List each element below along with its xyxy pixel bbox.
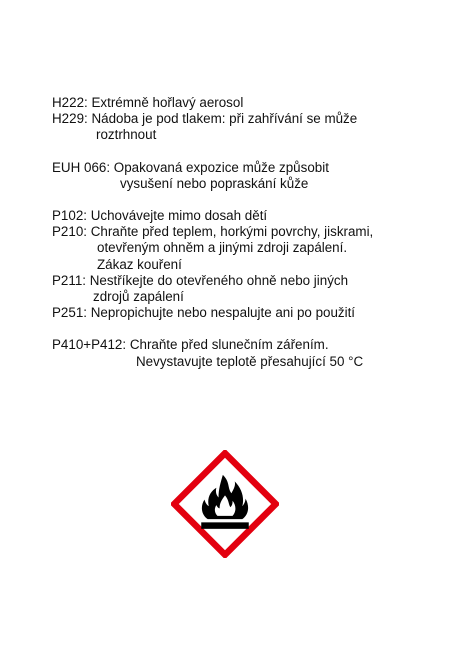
- spacer: [52, 192, 442, 208]
- statement-code: H229:: [52, 111, 88, 127]
- statement-text: Chraňte před slunečním zářením.: [129, 337, 329, 353]
- statement-text: Chraňte před teplem, horkými povrchy, jiskrami,: [90, 224, 374, 240]
- statements-block: [52, 95, 442, 370]
- statement-p410-p412: [52, 337, 442, 369]
- flame-base-bar: [201, 522, 249, 528]
- statement-text: vysušení nebo popraskání kůže: [120, 175, 309, 191]
- spacer: [52, 321, 442, 337]
- statement-p251: [52, 305, 442, 321]
- statement-text: zdrojů zapálení: [93, 289, 184, 305]
- statement-text: roztrhnout: [96, 127, 157, 143]
- spacer: [52, 144, 442, 160]
- statement-euh066: [52, 160, 442, 192]
- statement-code: P410+P412:: [52, 337, 127, 353]
- statement-code: P251:: [52, 305, 87, 321]
- statement-text: Uchovávejte mimo dosah dětí: [90, 208, 268, 224]
- statement-text: Zákaz kouření: [97, 256, 182, 272]
- storage-statements: [52, 337, 442, 369]
- statement-h222: [52, 95, 442, 111]
- statement-code: P102:: [52, 208, 87, 224]
- statement-p102: [52, 208, 442, 224]
- statement-text: Nevystavujte teplotě přesahující 50 °C: [136, 353, 364, 369]
- precaution-statements: [52, 208, 442, 321]
- hazard-statements: [52, 95, 442, 144]
- euh-statements: [52, 160, 442, 192]
- statement-p210: [52, 224, 442, 273]
- ghs02-flame-icon: [171, 450, 279, 558]
- statement-p211: [52, 273, 442, 305]
- statement-text: Opakovaná expozice může způsobit: [113, 159, 329, 175]
- statement-text: otevřeným ohněm a jinými zdroji zapálení.: [97, 240, 348, 256]
- statement-code: H222:: [52, 95, 88, 110]
- statement-code: EUH 066:: [52, 159, 111, 175]
- statement-text: Nestříkejte do otevřeného ohně nebo jiných: [89, 272, 349, 288]
- statement-code: P211:: [52, 272, 86, 288]
- statement-text: Nepropichujte nebo nespalujte ani po použití: [90, 305, 356, 321]
- statement-text: Extrémně hořlavý aerosol: [91, 95, 244, 110]
- statement-h229: [52, 111, 442, 143]
- statement-text: Nádoba je pod tlakem: při zahřívání se může: [91, 111, 358, 127]
- statement-code: P210:: [52, 224, 87, 240]
